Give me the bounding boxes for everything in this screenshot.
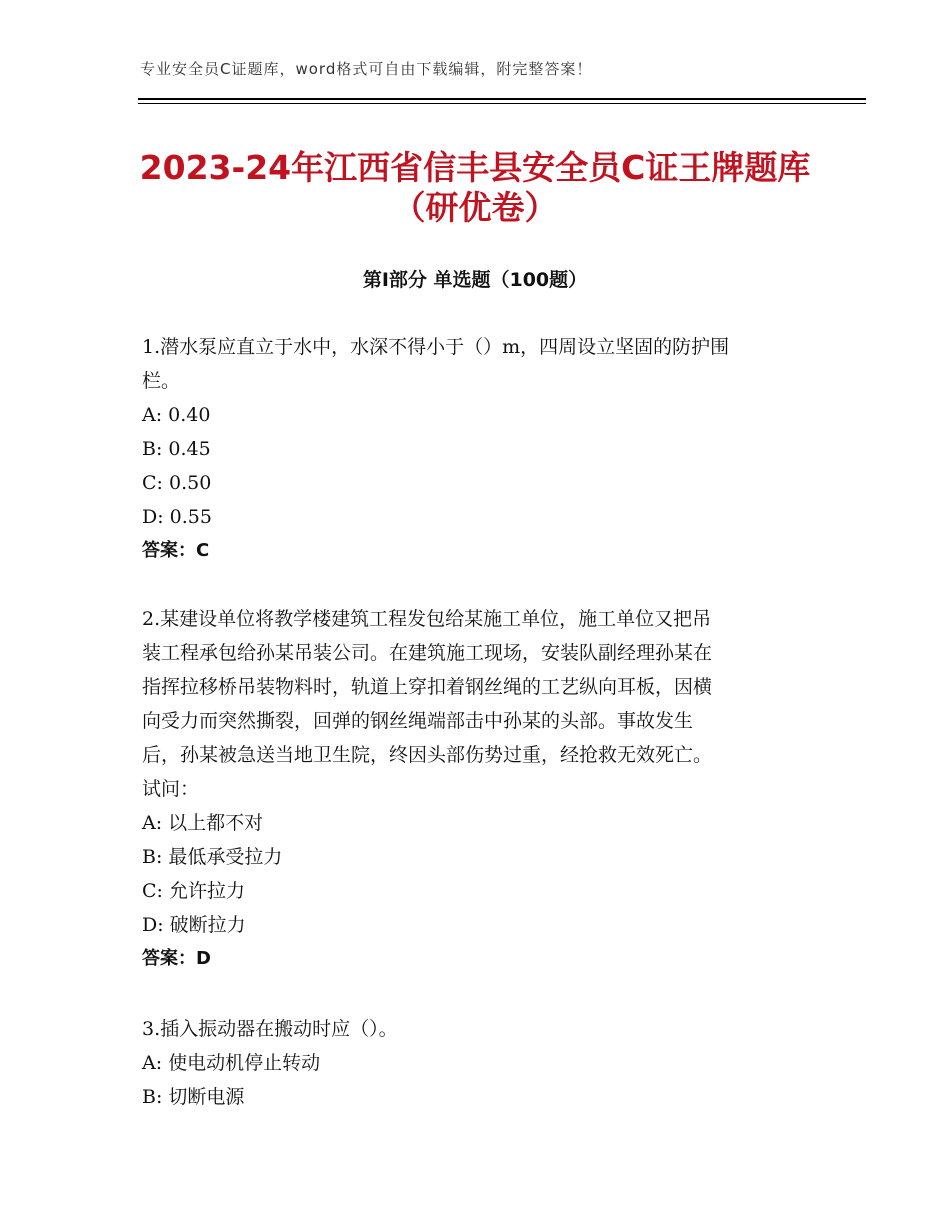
header-rule-thin bbox=[138, 103, 866, 104]
question-3 bbox=[142, 1012, 822, 1114]
header-rule-thick bbox=[138, 98, 866, 100]
question-1-option-b: B: 0.45 bbox=[142, 438, 211, 460]
question-2-option-b: B: 最低承受拉力 bbox=[142, 846, 283, 868]
question-2-stem-line: 后，孙某被急送当地卫生院，终因头部伤势过重，经抢救无效死亡。 bbox=[142, 744, 713, 766]
question-1-option-a: A: 0.40 bbox=[142, 404, 211, 426]
question-3-option-b: B: 切断电源 bbox=[142, 1086, 245, 1108]
document-title-line1: 2023-24年江西省信丰县安全员C证王牌题库 bbox=[139, 148, 811, 187]
section-heading: 第I部分 单选题（100题） bbox=[362, 269, 588, 291]
question-2-option-d: D: 破断拉力 bbox=[142, 914, 246, 936]
question-2-stem-line: 装工程承包给孙某吊装公司。在建筑施工现场，安装队副经理孙某在 bbox=[142, 642, 713, 664]
question-2-option-c: C: 允许拉力 bbox=[142, 880, 245, 902]
question-1-option-d: D: 0.55 bbox=[142, 506, 212, 528]
question-2-stem-line: 试问： bbox=[142, 778, 200, 800]
question-2-stem-line: 指挥拉移桥吊装物料时，轨道上穿扣着钢丝绳的工艺纵向耳板，因横 bbox=[142, 676, 713, 698]
question-3-stem-line: 3.插入振动器在搬动时应（）。 bbox=[142, 1018, 398, 1040]
question-2-stem-line: 2.某建设单位将教学楼建筑工程发包给某施工单位，施工单位又把吊 bbox=[142, 608, 712, 630]
question-2-answer: 答案：D bbox=[142, 948, 211, 969]
question-2-stem-line: 向受力而突然撕裂，回弹的钢丝绳端部击中孙某的头部。事故发生 bbox=[142, 710, 694, 732]
question-1-answer: 答案：C bbox=[142, 540, 210, 561]
question-3-option-a: A: 使电动机停止转动 bbox=[142, 1052, 321, 1074]
question-2 bbox=[142, 602, 822, 976]
header-note: 专业安全员C证题库，word格式可自由下载编辑，附完整答案！ bbox=[140, 60, 593, 78]
question-1-stem-line: 1.潜水泵应直立于水中，水深不得小于（）m，四周设立坚固的防护围 bbox=[142, 336, 730, 358]
document-title-line2: （研优卷） bbox=[392, 188, 558, 227]
question-2-option-a: A: 以上都不对 bbox=[142, 812, 264, 834]
question-1-option-c: C: 0.50 bbox=[142, 472, 212, 494]
question-1 bbox=[142, 330, 822, 568]
question-1-stem-line: 栏。 bbox=[142, 370, 181, 392]
